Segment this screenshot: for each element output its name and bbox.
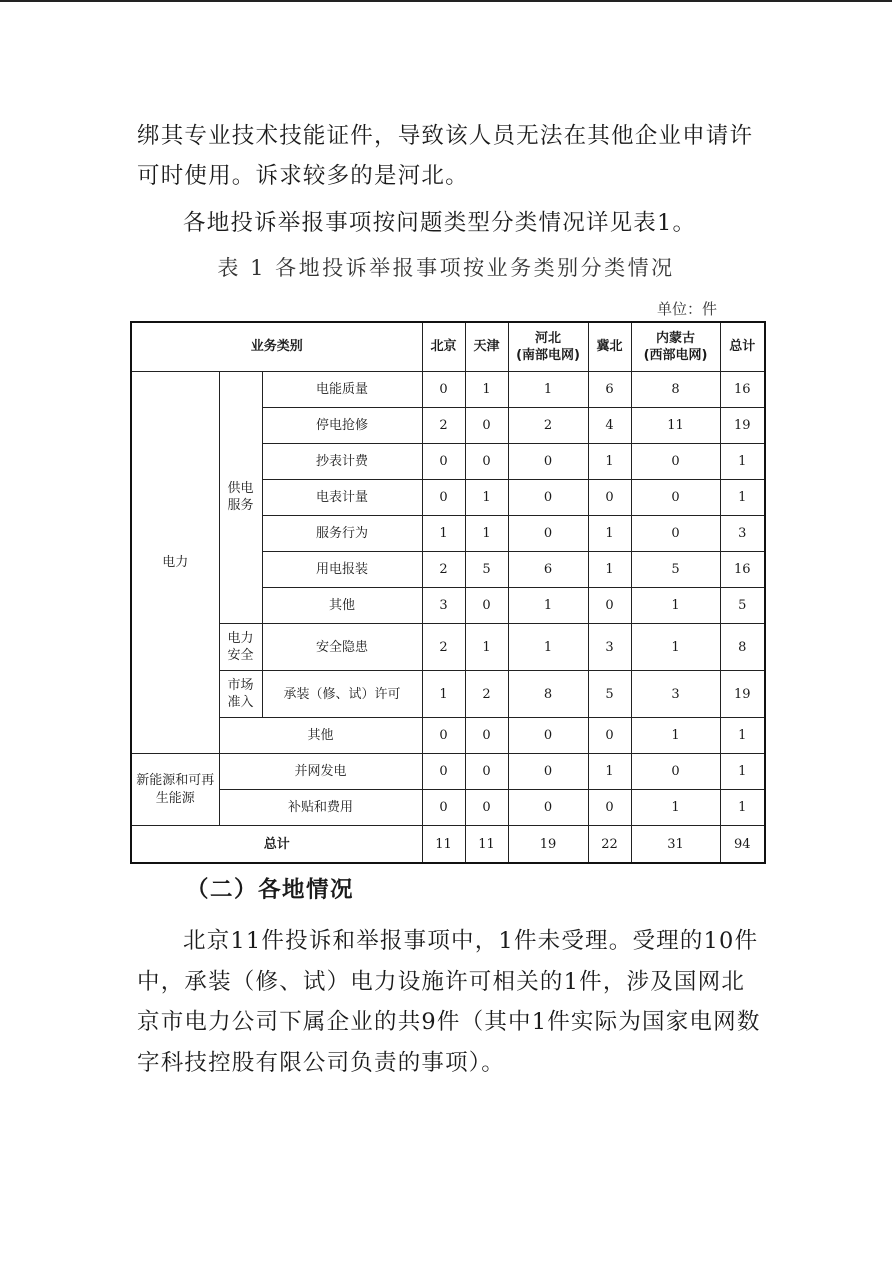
header-tianjin: 天津: [465, 322, 508, 371]
cell-value: 1: [422, 671, 465, 718]
cell-value: 0: [508, 790, 588, 826]
cell-value: 1: [631, 624, 720, 671]
row-label: 承装（修、试）许可: [262, 671, 422, 718]
cell-value: 5: [720, 587, 765, 623]
header-jibei: 冀北: [588, 322, 631, 371]
cell-value: 8: [508, 671, 588, 718]
group-xinnengyuan: 新能源和可再生能源: [131, 754, 219, 826]
table-row: [131, 624, 765, 671]
cell-value: 3: [422, 587, 465, 623]
cell-value: 0: [508, 479, 588, 515]
total-value: 11: [465, 826, 508, 863]
cell-value: 2: [508, 407, 588, 443]
cell-value: 11: [631, 407, 720, 443]
total-label: 总计: [131, 826, 422, 863]
row-label: 补贴和费用: [219, 790, 422, 826]
row-label: 其他: [219, 718, 422, 754]
cell-value: 1: [508, 587, 588, 623]
cell-value: 2: [422, 624, 465, 671]
header-beijing: 北京: [422, 322, 465, 371]
table-row: [131, 671, 765, 718]
cell-value: 0: [588, 718, 631, 754]
table-row: [131, 790, 765, 826]
cell-value: 16: [720, 551, 765, 587]
cell-value: 19: [720, 671, 765, 718]
group-anquan: 电力安全: [219, 624, 262, 671]
cell-value: 1: [465, 515, 508, 551]
cell-value: 1: [422, 515, 465, 551]
cell-value: 1: [720, 718, 765, 754]
cell-value: 1: [720, 479, 765, 515]
cell-value: 3: [588, 624, 631, 671]
header-hebei: [508, 322, 588, 371]
cell-value: 0: [588, 790, 631, 826]
cell-value: 0: [588, 479, 631, 515]
cell-value: 6: [508, 551, 588, 587]
cell-value: 1: [508, 371, 588, 407]
cell-value: 1: [720, 790, 765, 826]
cell-value: 0: [631, 443, 720, 479]
cell-value: 1: [508, 624, 588, 671]
cell-value: 1: [465, 624, 508, 671]
group-gongdian: 供电服务: [219, 371, 262, 623]
total-value: 22: [588, 826, 631, 863]
cell-value: 0: [465, 587, 508, 623]
row-label: 安全隐患: [262, 624, 422, 671]
cell-value: 1: [588, 515, 631, 551]
cell-value: 1: [631, 718, 720, 754]
cell-value: 1: [588, 443, 631, 479]
cell-value: 0: [631, 515, 720, 551]
row-label: 并网发电: [219, 754, 422, 790]
section-title: （二）各地情况: [186, 877, 355, 903]
header-hebei-line2: (南部电网): [516, 347, 580, 363]
cell-value: 0: [465, 443, 508, 479]
cell-value: 1: [720, 754, 765, 790]
cell-value: 0: [422, 718, 465, 754]
cell-value: 19: [720, 407, 765, 443]
header-neimenggu-line2: (西部电网): [643, 347, 708, 363]
cell-value: 0: [631, 754, 720, 790]
cell-value: 1: [720, 443, 765, 479]
row-label: 停电抢修: [262, 407, 422, 443]
table-total-row: [131, 826, 765, 863]
paragraph-3: 北京11件投诉和举报事项中，1件未受理。受理的10件中，承装（修、试）电力设施许可相关的1件，涉及国网北京市电力公司下属企业的共9件（其中1件实际为国家电网数字科技控股有限公司负责的事项）。: [137, 928, 761, 1076]
total-value: 11: [422, 826, 465, 863]
cell-value: 0: [465, 407, 508, 443]
cell-value: 2: [422, 407, 465, 443]
row-label: 服务行为: [262, 515, 422, 551]
cell-value: 1: [588, 754, 631, 790]
total-value: 31: [631, 826, 720, 863]
cell-value: 1: [588, 551, 631, 587]
table-row: [131, 754, 765, 790]
row-label: 其他: [262, 587, 422, 623]
cell-value: 8: [720, 624, 765, 671]
cell-value: 1: [465, 371, 508, 407]
header-category: 业务类别: [131, 322, 422, 371]
table-unit: 单位：件: [657, 300, 718, 318]
cell-value: 0: [465, 790, 508, 826]
group-dianli: 电力: [131, 371, 219, 754]
cell-value: 0: [508, 718, 588, 754]
cell-value: 8: [631, 371, 720, 407]
cell-value: 1: [631, 790, 720, 826]
cell-value: 3: [631, 671, 720, 718]
cell-value: 0: [508, 515, 588, 551]
table-caption: 表 1 各地投诉举报事项按业务类别分类情况: [217, 256, 675, 280]
table-row: [131, 371, 765, 407]
cell-value: 0: [508, 443, 588, 479]
cell-value: 0: [465, 718, 508, 754]
total-value: 19: [508, 826, 588, 863]
cell-value: 16: [720, 371, 765, 407]
cell-value: 5: [631, 551, 720, 587]
row-label: 用电报装: [262, 551, 422, 587]
paragraph-2: 各地投诉举报事项按问题类型分类情况详见表1。: [183, 210, 697, 236]
table-row: [131, 718, 765, 754]
header-hebei-line1: 河北: [535, 330, 562, 346]
row-label: 电能质量: [262, 371, 422, 407]
cell-value: 4: [588, 407, 631, 443]
row-label: 抄表计费: [262, 443, 422, 479]
header-total: 总计: [720, 322, 765, 371]
cell-value: 0: [508, 754, 588, 790]
cell-value: 5: [588, 671, 631, 718]
paragraph-1: 绑其专业技术技能证件，导致该人员无法在其他企业申请许可时使用。诉求较多的是河北。: [137, 123, 754, 189]
cell-value: 6: [588, 371, 631, 407]
header-neimenggu-line1: 内蒙古: [656, 330, 696, 346]
cell-value: 5: [465, 551, 508, 587]
cell-value: 0: [422, 443, 465, 479]
row-label: 电表计量: [262, 479, 422, 515]
cell-value: 3: [720, 515, 765, 551]
cell-value: 1: [465, 479, 508, 515]
cell-value: 0: [631, 479, 720, 515]
page-top-rule: [0, 0, 892, 2]
table-header-row: [131, 322, 765, 371]
header-neimenggu: [631, 322, 720, 371]
group-shichang: 市场准入: [219, 671, 262, 718]
cell-value: 2: [422, 551, 465, 587]
cell-value: 0: [422, 479, 465, 515]
cell-value: 2: [465, 671, 508, 718]
cell-value: 1: [631, 587, 720, 623]
cell-value: 0: [465, 754, 508, 790]
complaint-table: [130, 321, 766, 864]
cell-value: 0: [422, 754, 465, 790]
cell-value: 0: [588, 587, 631, 623]
total-value: 94: [720, 826, 765, 863]
cell-value: 0: [422, 371, 465, 407]
cell-value: 0: [422, 790, 465, 826]
